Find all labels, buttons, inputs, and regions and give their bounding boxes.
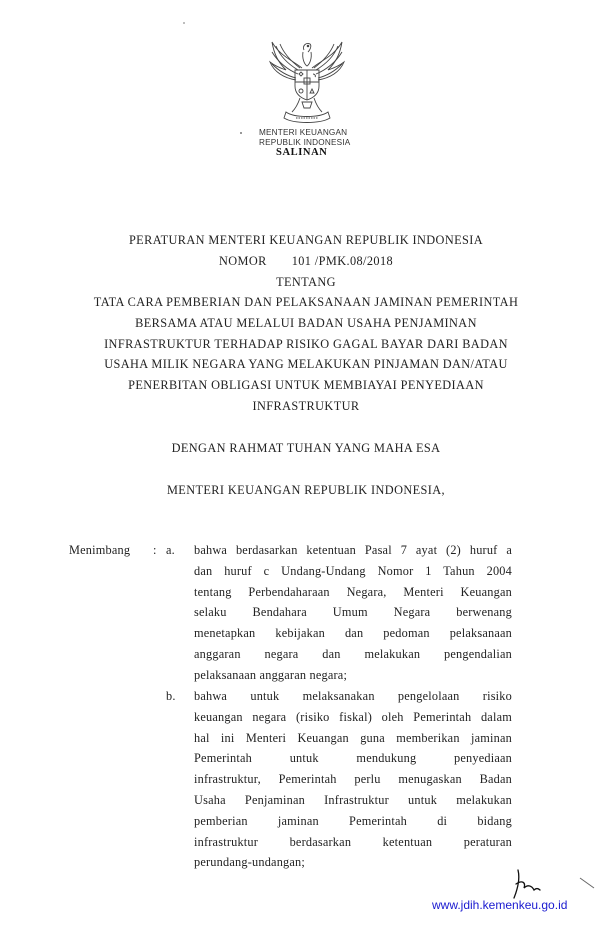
subject-line: BERSAMA ATAU MELALUI BADAN USAHA PENJAMINAN <box>135 316 477 330</box>
text-line: pemberian jaminan Pemerintah di bidang <box>194 813 512 828</box>
text-line: pelaksanaan anggaran negara; <box>194 667 348 682</box>
margin-mark-icon <box>578 876 596 890</box>
text-line: perundang-undangan; <box>194 855 306 870</box>
subject-line: INFRASTRUKTUR <box>252 399 360 413</box>
tentang-heading: TENTANG <box>276 275 336 289</box>
footer-url-link[interactable]: www.jdih.kemenkeu.go.id <box>432 898 568 912</box>
speck <box>183 22 185 24</box>
text-line: selaku Bendahara Umum Negara berwenang <box>194 605 512 620</box>
ministry-heading <box>259 128 350 148</box>
ministry-line-2: REPUBLIK INDONESIA <box>259 138 351 147</box>
garuda-pancasila-emblem-icon <box>266 38 348 124</box>
text-line: bahwa untuk melaksanakan pengelolaan risiko <box>194 689 512 703</box>
nomor-label: NOMOR <box>218 254 267 268</box>
text-line: menetapkan kebijakan dan pedoman pelaksanaan <box>194 626 512 641</box>
text-line: dan huruf c Undang-Undang Nomor 1 Tahun 2004 <box>194 563 512 578</box>
subject-line: USAHA MILIK NEGARA YANG MELAKUKAN PINJAMAN DAN/ATAU <box>104 357 508 371</box>
item-marker-a: a. <box>166 543 175 557</box>
text-line: Pemerintah untuk mendukung penyediaan <box>194 751 512 766</box>
menimbang-colon: : <box>153 543 157 557</box>
ministry-line-1: MENTERI KEUANGAN <box>259 128 348 137</box>
regulation-title: PERATURAN MENTERI KEUANGAN REPUBLIK INDONESIA <box>128 233 484 247</box>
speck <box>240 132 242 134</box>
rahmat-line: DENGAN RAHMAT TUHAN YANG MAHA ESA <box>171 441 441 455</box>
text-line: tentang Perbendaharaan Negara, Menteri Keuangan <box>194 584 512 599</box>
text-line: keuangan negara (risiko fiskal) oleh Pemerintah dalam <box>194 709 512 724</box>
text-line: hal ini Menteri Keuangan guna memberikan jaminan <box>194 730 512 745</box>
subject-line: TATA CARA PEMBERIAN DAN PELAKSANAAN JAMINAN PEMERINTAH <box>93 295 519 309</box>
consideration-a <box>194 540 512 686</box>
salinan-stamp: SALINAN <box>276 147 328 158</box>
text-line: infrastruktur, Pemerintah perlu menugaskan Badan <box>194 772 512 787</box>
text-line: anggaran negara dan melakukan pengendalian <box>194 646 512 661</box>
minister-line: MENTERI KEUANGAN REPUBLIK INDONESIA, <box>166 483 446 497</box>
text-line: infrastruktur berdasarkan ketentuan peraturan <box>194 834 512 849</box>
consideration-b <box>194 686 512 873</box>
text-line: Usaha Penjaminan Infrastruktur untuk melakukan <box>194 792 512 807</box>
regulation-number <box>0 254 612 269</box>
item-marker-b: b. <box>166 689 176 703</box>
text-line: bahwa berdasarkan ketentuan Pasal 7 ayat (2) huruf a <box>194 543 512 557</box>
nomor-value: 101 /PMK.08/2018 <box>291 254 394 268</box>
menimbang-label: Menimbang <box>69 543 131 557</box>
subject-line: INFRASTRUKTUR TERHADAP RISIKO GAGAL BAYAR DARI BADAN <box>104 337 508 351</box>
subject-line: PENERBITAN OBLIGASI UNTUK MEMBIAYAI PENYEDIAAN <box>128 378 484 392</box>
paraf-signature-icon <box>508 868 544 902</box>
